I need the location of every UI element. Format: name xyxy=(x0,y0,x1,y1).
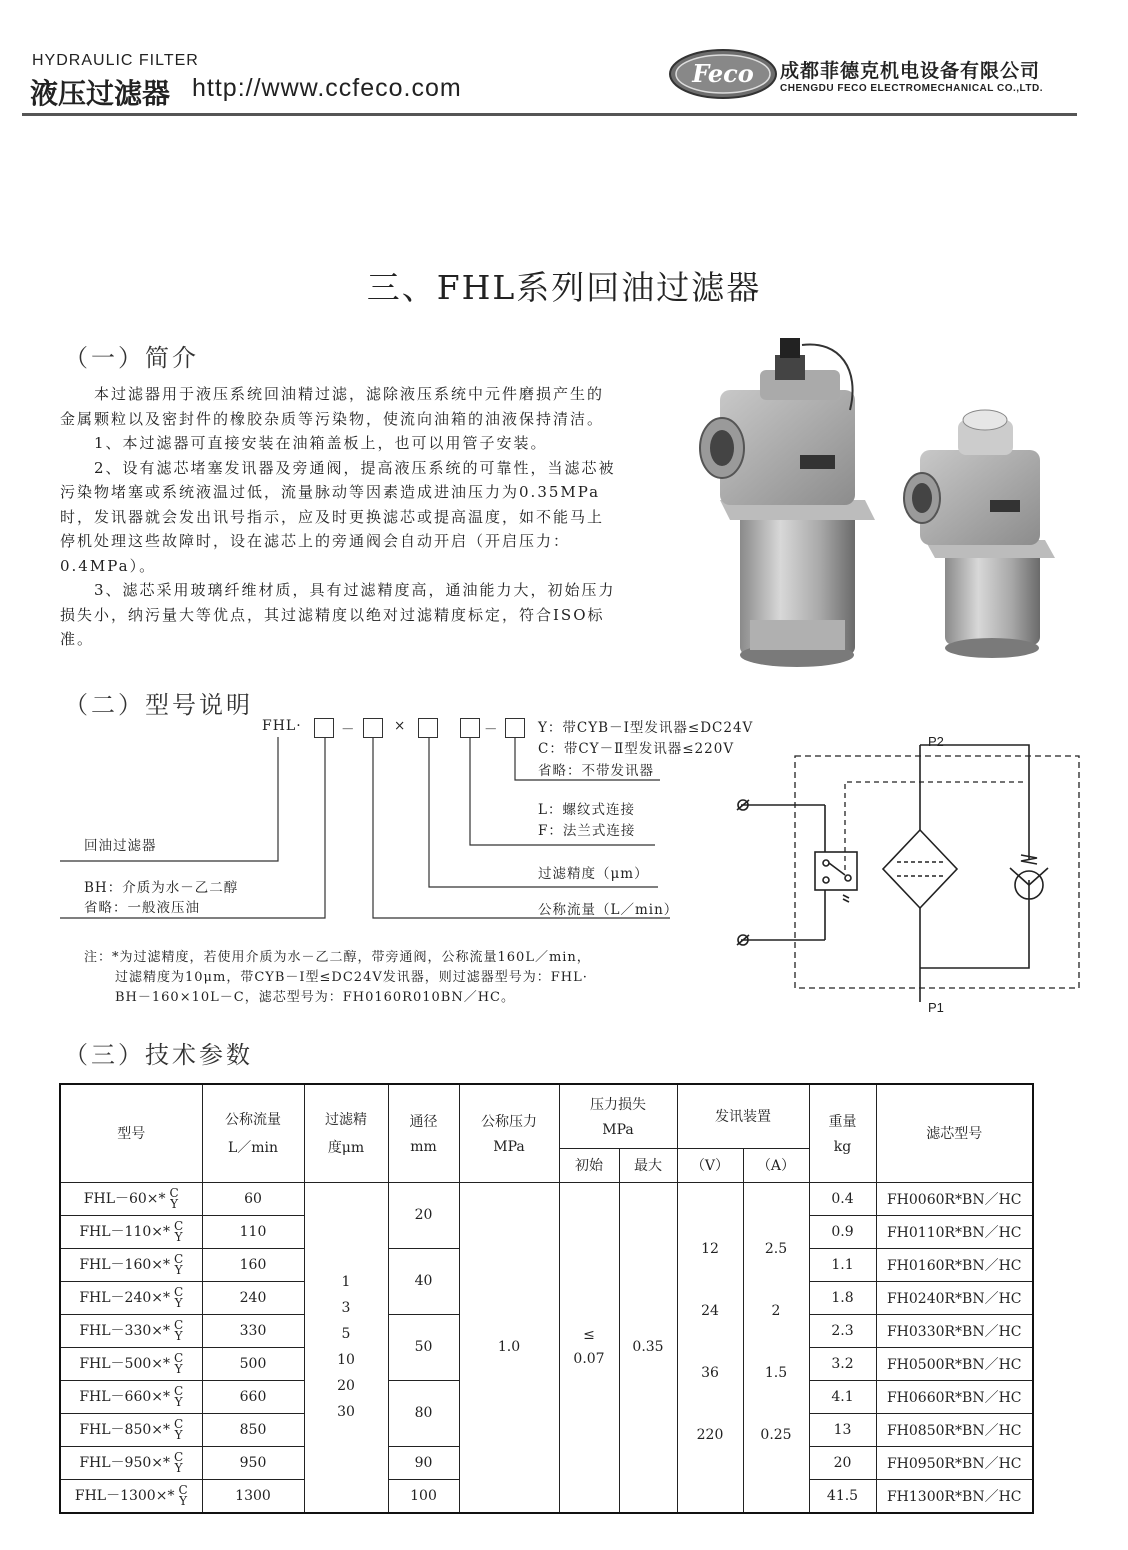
table-cell-model: FHL－1300×* C Y xyxy=(60,1479,202,1513)
tech-spec-table xyxy=(59,1083,1034,1514)
table-cell-model: FHL－500×* C Y xyxy=(60,1347,202,1380)
company-english-name: CHENGDU FECO ELECTROMECHANICAL CO.,LTD. xyxy=(780,83,1044,94)
table-cell-element: FH0950R*BN／HC xyxy=(876,1446,1033,1479)
table-cell-model: FHL－950×* C Y xyxy=(60,1446,202,1479)
table-cell-element: FH0660R*BN／HC xyxy=(876,1380,1033,1413)
intro-line: 准。 xyxy=(60,630,95,648)
header-signal-device: 发讯装置 xyxy=(677,1084,809,1148)
intro-line: 2、设有滤芯堵塞发讯器及旁通阀，提高液压系统的可靠性，当滤芯被 xyxy=(94,458,616,477)
table-cell-bore: 40 xyxy=(388,1248,459,1314)
intro-line: 本过滤器用于液压系统回油精过滤，滤除液压系统中元件磨损产生的 xyxy=(94,385,605,403)
table-cell-bore: 100 xyxy=(388,1479,459,1513)
table-cell-model: FHL－660×* C Y xyxy=(60,1380,202,1413)
table-cell-weight: 0.4 xyxy=(809,1182,876,1215)
header-element: 滤芯型号 xyxy=(876,1084,1033,1182)
intro-heading: （一）简介 xyxy=(64,344,199,372)
header-model: 型号 xyxy=(60,1084,202,1182)
intro-line: 3、滤芯采用玻璃纤维材质，具有过滤精度高，通油能力大，初始压力 xyxy=(94,581,616,599)
intro-line: 金属颗粒以及密封件的橡胶杂质等污染物，使流向油箱的油液保持清洁。 xyxy=(60,409,605,428)
option-c: C：带CY－Ⅱ型发讯器≤220V xyxy=(538,741,735,757)
note-line: 过滤精度为10μm，带CYB－Ⅰ型≤DC24V发讯器，则过滤器型号为：FHL· xyxy=(115,970,588,985)
model-dash: － xyxy=(484,722,499,738)
header-chinese-title: 液压过滤器 xyxy=(30,77,171,110)
table-cell-element: FH1300R*BN／HC xyxy=(876,1479,1033,1513)
intro-line: 1、本过滤器可直接安装在油箱盖板上，也可以用管子安装。 xyxy=(94,434,548,452)
intro-line: 0.4MPa）。 xyxy=(60,556,157,575)
table-cell-model: FHL－110×* C Y xyxy=(60,1215,202,1248)
table-cell-bore: 90 xyxy=(388,1446,459,1479)
table-cell-bore: 50 xyxy=(388,1314,459,1380)
note-line: 注：*为过滤精度，若使用介质为水－乙二醇，带旁通阀，公称流量160L／min， xyxy=(84,950,591,965)
table-cell-bore: 20 xyxy=(388,1182,459,1248)
page-title: 三、FHL系列回油过滤器 xyxy=(366,268,762,307)
port-p1-label: P1 xyxy=(928,1000,944,1015)
tech-heading: （三）技术参数 xyxy=(64,1041,253,1069)
option-none: 省略：不带发讯器 xyxy=(538,763,654,779)
header-weight: 重量 kg xyxy=(809,1084,876,1182)
table-cell-weight: 2.3 xyxy=(809,1314,876,1347)
header-pressure-loss: 压力损失 MPa xyxy=(559,1084,677,1148)
header-signal-voltage: （V） xyxy=(677,1148,743,1182)
return-filter-label: 回油过滤器 xyxy=(84,838,157,854)
feco-logo xyxy=(668,48,778,100)
table-cell-model: FHL－160×* C Y xyxy=(60,1248,202,1281)
table-cell-element: FH0160R*BN／HC xyxy=(876,1248,1033,1281)
table-cell-weight: 13 xyxy=(809,1413,876,1446)
table-cell-flow: 330 xyxy=(202,1314,304,1347)
header-bore: 通径 mm xyxy=(388,1084,459,1182)
table-cell-flow: 160 xyxy=(202,1248,304,1281)
medium-bh-label: BH：介质为水－乙二醇 xyxy=(84,880,239,896)
table-cell-element: FH0500R*BN／HC xyxy=(876,1347,1033,1380)
table-cell-element: FH0850R*BN／HC xyxy=(876,1413,1033,1446)
table-cell-weight: 1.8 xyxy=(809,1281,876,1314)
header-pressure: 公称压力 MPa xyxy=(459,1084,559,1182)
table-cell-flow: 950 xyxy=(202,1446,304,1479)
table-cell-model: FHL－330×* C Y xyxy=(60,1314,202,1347)
table-cell-bore: 80 xyxy=(388,1380,459,1446)
header-loss-initial: 初始 xyxy=(559,1148,619,1182)
hydraulic-symbol-diagram xyxy=(725,730,1095,1020)
table-cell-element: FH0240R*BN／HC xyxy=(876,1281,1033,1314)
table-cell-element: FH0110R*BN／HC xyxy=(876,1215,1033,1248)
option-l: L：螺纹式连接 xyxy=(538,802,635,818)
intro-line: 损失小，纳污量大等优点，其过滤精度以绝对过滤精度标定，符合ISO标 xyxy=(60,605,605,624)
port-p2-label: P2 xyxy=(928,734,944,749)
intro-line: 时，发讯器就会发出讯号指示，应及时更换滤芯或提高温度，如不能马上 xyxy=(60,507,605,526)
table-cell-flow: 500 xyxy=(202,1347,304,1380)
table-cell-loss-max: 0.35 xyxy=(619,1182,677,1513)
header-flow: 公称流量 L／min xyxy=(202,1084,304,1182)
model-dash: － xyxy=(341,722,356,738)
model-heading: （二）型号说明 xyxy=(64,691,253,719)
table-cell-model: FHL－240×* C Y xyxy=(60,1281,202,1314)
table-cell-element: FH0060R*BN／HC xyxy=(876,1182,1033,1215)
logo-text: Feco xyxy=(692,59,754,88)
table-cell-weight: 20 xyxy=(809,1446,876,1479)
small-filter-image xyxy=(904,410,1055,658)
intro-text xyxy=(60,382,660,652)
header-english-title: HYDRAULIC FILTER xyxy=(32,52,199,69)
option-f: F：法兰式连接 xyxy=(538,823,636,839)
company-chinese-name: 成都菲德克机电设备有限公司 xyxy=(780,61,1041,82)
table-cell-element: FH0330R*BN／HC xyxy=(876,1314,1033,1347)
option-y: Y：带CYB－Ⅰ型发讯器≤DC24V xyxy=(538,720,754,736)
header-divider xyxy=(22,113,1077,116)
table-cell-weight: 1.1 xyxy=(809,1248,876,1281)
table-cell-flow: 1300 xyxy=(202,1479,304,1513)
table-cell-weight: 4.1 xyxy=(809,1380,876,1413)
table-cell-model: FHL－850×* C Y xyxy=(60,1413,202,1446)
table-cell-pressure: 1.0 xyxy=(459,1182,559,1513)
table-cell-weight: 41.5 xyxy=(809,1479,876,1513)
model-prefix: FHL· xyxy=(262,718,302,734)
medium-omit-label: 省略：一般液压油 xyxy=(84,900,200,916)
header-signal-current: （A） xyxy=(743,1148,809,1182)
intro-line: 停机处理这些故障时，设在滤芯上的旁通阀会自动开启（开启压力： xyxy=(60,532,571,550)
header-loss-max: 最大 xyxy=(619,1148,677,1182)
note-line: BH－160×10L－C，滤芯型号为：FH0160R010BN／HC。 xyxy=(115,990,515,1005)
table-cell-flow: 110 xyxy=(202,1215,304,1248)
table-cell-weight: 0.9 xyxy=(809,1215,876,1248)
large-filter-image xyxy=(700,338,875,667)
table-cell-current: 2.5 2 1.5 0.25 xyxy=(743,1182,809,1513)
intro-line: 污染物堵塞或系统液温过低，流量脉动等因素造成进油压力为0.35MPa xyxy=(60,483,601,501)
table-cell-weight: 3.2 xyxy=(809,1347,876,1380)
flow-label: 公称流量（L／min） xyxy=(538,902,679,918)
table-cell-precision: 1 3 5 10 20 30 xyxy=(304,1182,388,1513)
table-cell-voltage: 12 24 36 220 xyxy=(677,1182,743,1513)
table-cell-flow: 60 xyxy=(202,1182,304,1215)
model-cross: × xyxy=(394,718,407,734)
precision-label: 过滤精度（μm） xyxy=(538,866,649,882)
table-cell-flow: 850 xyxy=(202,1413,304,1446)
header-url-link[interactable]: http://www.ccfeco.com xyxy=(192,74,462,102)
product-photo xyxy=(690,330,1070,675)
table-cell-flow: 660 xyxy=(202,1380,304,1413)
table-cell-flow: 240 xyxy=(202,1281,304,1314)
table-cell-model: FHL－60×* C Y xyxy=(60,1182,202,1215)
header-precision: 过滤精 度μm xyxy=(304,1084,388,1182)
table-cell-loss-initial: ≤ 0.07 xyxy=(559,1182,619,1513)
